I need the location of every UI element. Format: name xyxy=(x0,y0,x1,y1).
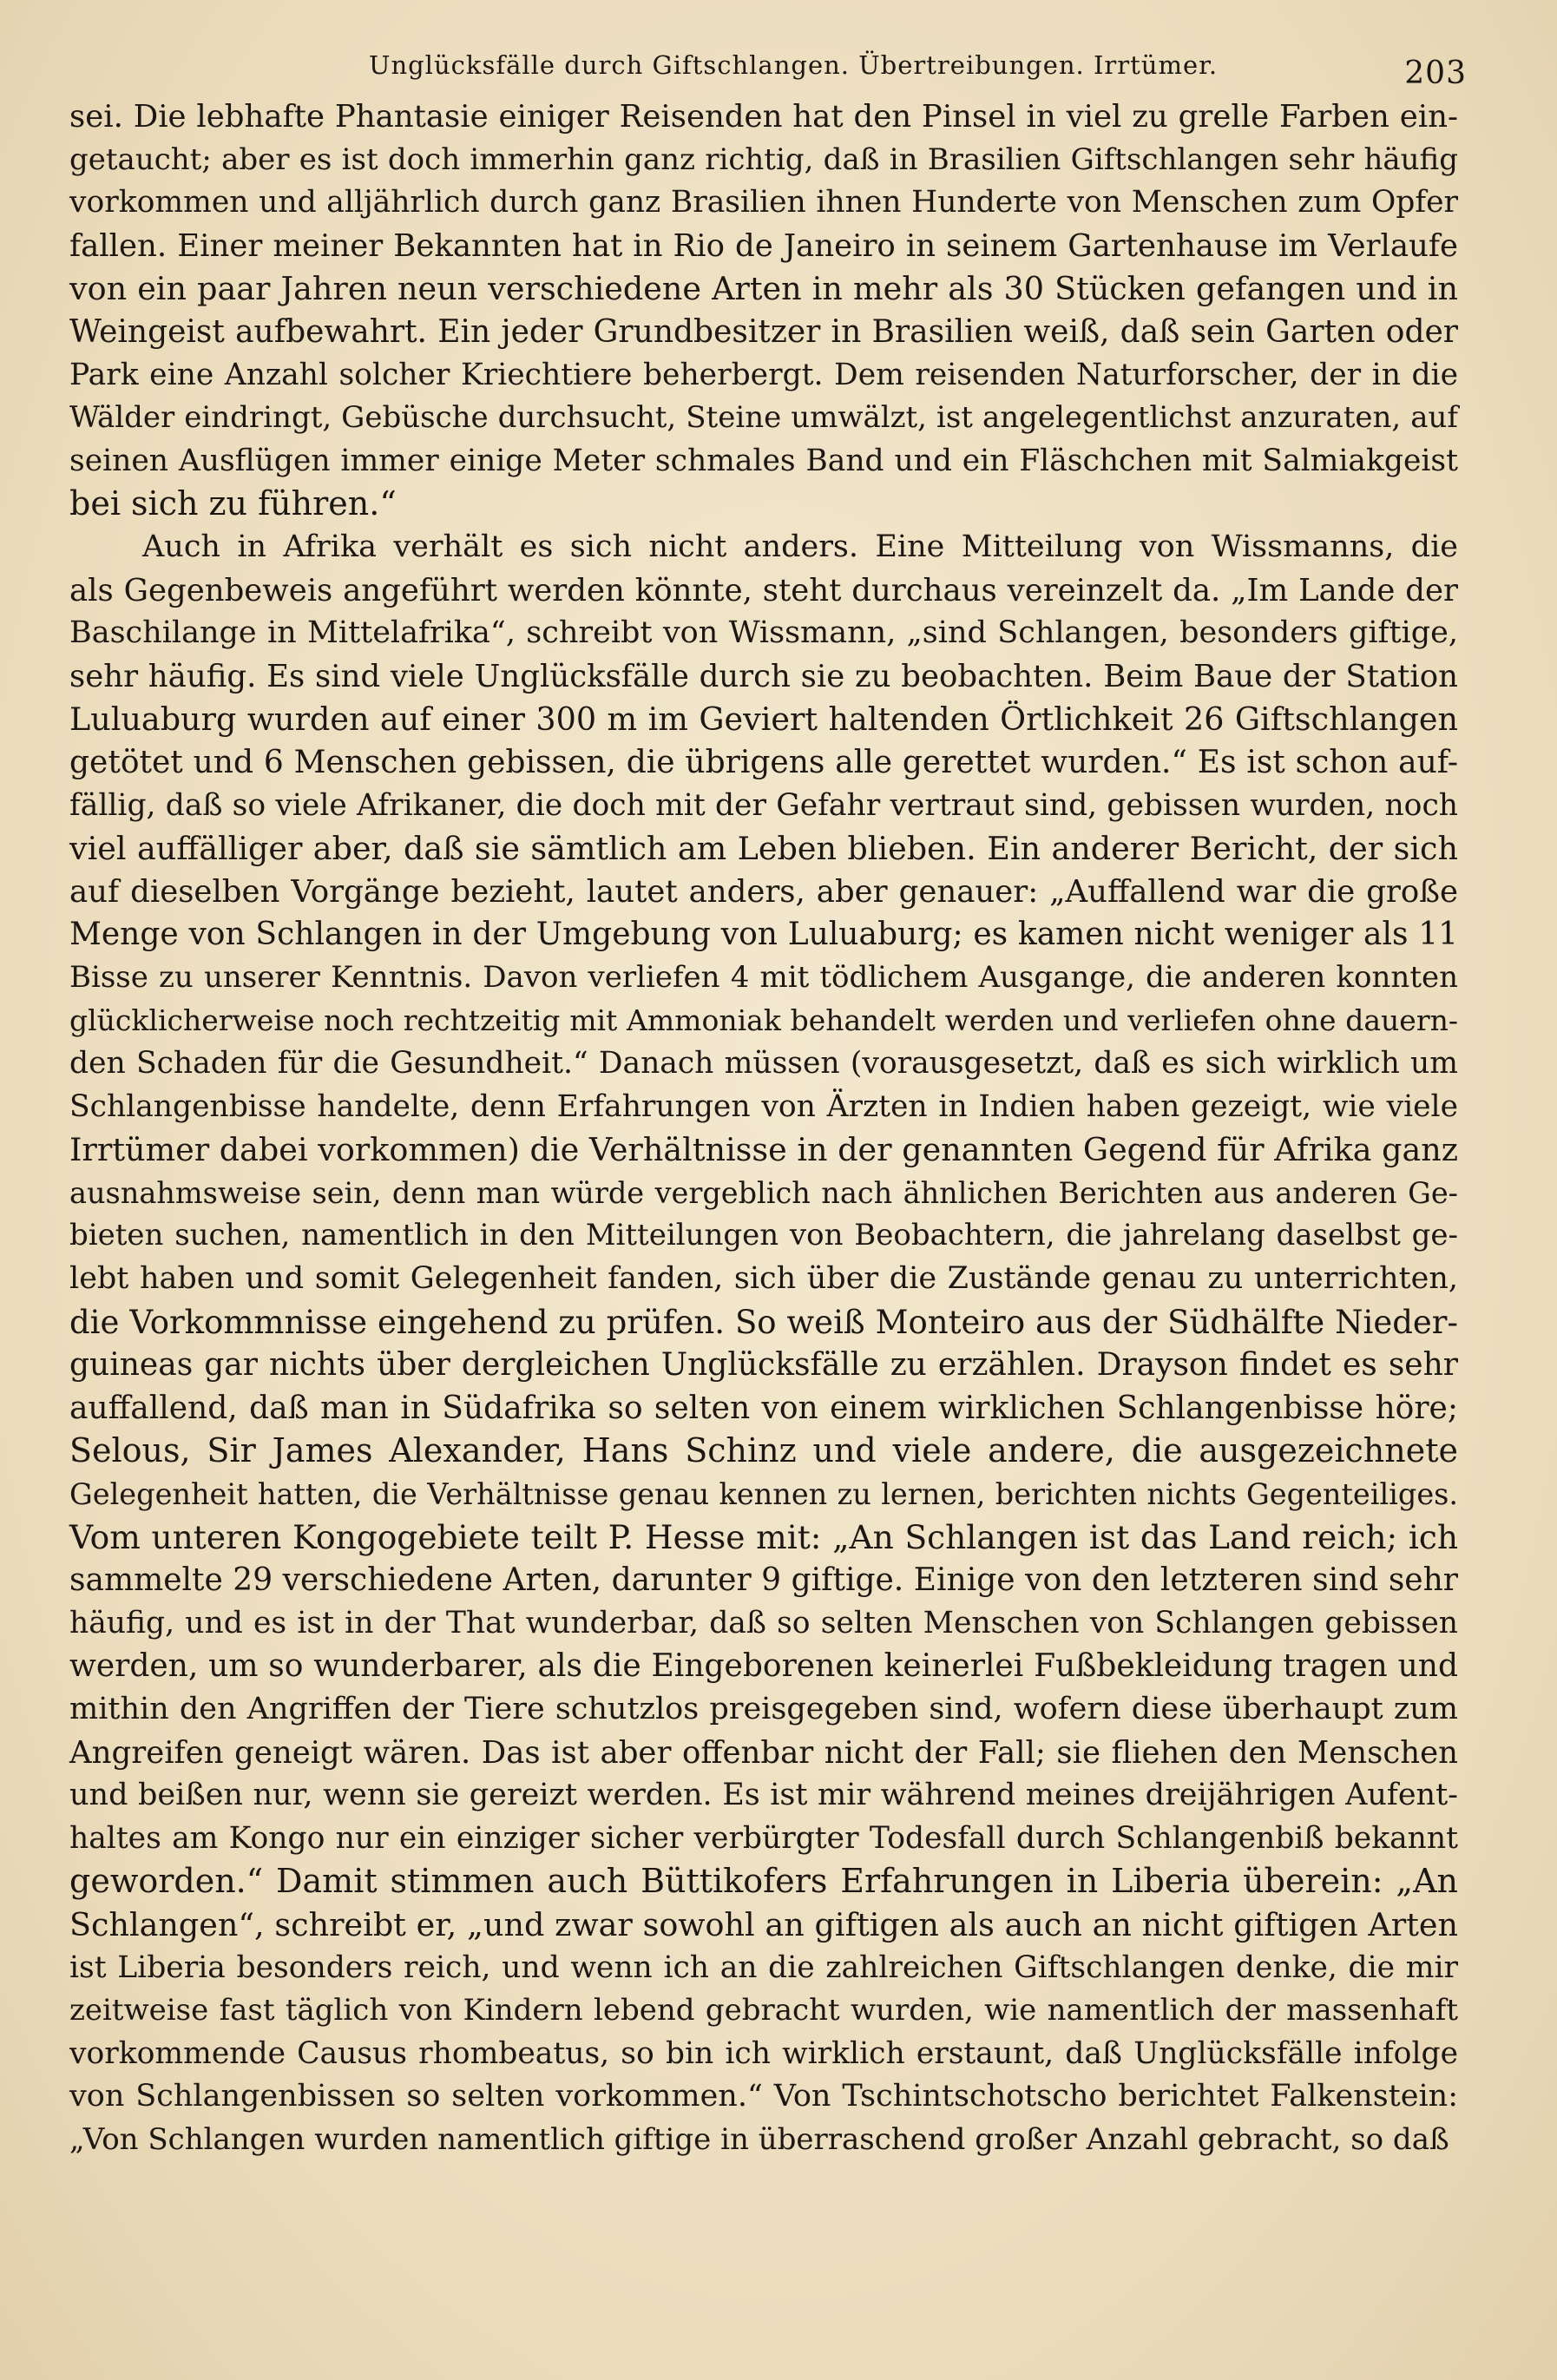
text-line: Baschilange in Mittelafrika“, schreibt von Wissmann, „sind Schlangen, besonders giftige, xyxy=(69,615,1458,651)
text-line: Park eine Anzahl solcher Kriechtiere beherbergt. Dem reisenden Naturforscher, der in die xyxy=(69,357,1458,392)
text-line: von ein paar Jahren neun verschiedene Arten in mehr als 30 Stücken gefangen und in xyxy=(69,270,1458,308)
text-line: lebt haben und somit Gelegenheit fanden, sich über die Zustände genau zu unterrichten, xyxy=(69,1261,1458,1297)
text-line: auffallend, daß man in Südafrika so selten von einem wirklichen Schlangenbisse höre; xyxy=(69,1390,1458,1426)
text-line: Schlangen“, schreibt er, „und zwar sowohl an giftigen als auch an nicht giftigen Arten xyxy=(69,1905,1458,1943)
text-line: fallen. Einer meiner Bekannten hat in Rio de Janeiro in seinem Gartenhause im Verlaufe xyxy=(69,227,1458,264)
text-line: Angreifen geneigt wären. Das ist aber offenbar nicht der Fall; sie fliehen den Menschen xyxy=(69,1734,1458,1771)
text-line: viel auffälliger aber, daß sie sämtlich am Leben blieben. Ein anderer Bericht, der sich xyxy=(69,830,1458,868)
paragraph-2 xyxy=(69,526,1458,2162)
running-head xyxy=(69,43,1467,95)
text-line: die Vorkommnisse eingehend zu prüfen. So weiß Monteiro aus der Südhälfte Nieder- xyxy=(69,1303,1458,1341)
text-line: vorkommende Causus rhombeatus, so bin ich wirklich erstaunt, daß Unglücksfälle infolge xyxy=(69,2035,1458,2071)
page-number: 203 xyxy=(1404,56,1467,91)
text-line: fällig, daß so viele Afrikaner, die doch mit der Gefahr vertraut sind, gebissen wurden, noch xyxy=(69,787,1458,823)
paragraph-1 xyxy=(69,95,1458,526)
text-line: bieten suchen, namentlich in den Mitteilungen von Beobachtern, die jahrelang daselbst ge- xyxy=(69,1218,1458,1253)
text-line: getötet und 6 Menschen gebissen, die übrigens alle gerettet wurden.“ Es ist schon auf- xyxy=(69,744,1458,780)
text-line: Gelegenheit hatten, die Verhältnisse genau kennen zu lernen, berichten nichts Gegenteiliges. xyxy=(69,1477,1458,1511)
text-line: und beißen nur, wenn sie gereizt werden. Es ist mir während meines dreijährigen Aufent- xyxy=(69,1778,1458,1813)
text-line: seinen Ausflügen immer einige Meter schmales Band und ein Fläschchen mit Salmiakgeist xyxy=(69,443,1458,478)
text-line: sei. Die lebhafte Phantasie einiger Reisenden hat den Pinsel in viel zu grelle Farben ein- xyxy=(69,99,1458,135)
text-line: getaucht; aber es ist doch immerhin ganz richtig, daß in Brasilien Giftschlangen sehr häufig xyxy=(69,141,1458,177)
text-line: vorkommen und alljährlich durch ganz Brasilien ihnen Hunderte von Menschen zum Opfer xyxy=(69,185,1458,220)
text-line: auf dieselben Vorgänge bezieht, lautet anders, aber genauer: „Auffallend war die große xyxy=(69,873,1458,910)
text-line: häufig, und es ist in der That wunderbar, daß so selten Menschen von Schlangen gebissen xyxy=(69,1605,1458,1640)
text-line: bei sich zu führen.“ xyxy=(69,484,397,523)
text-line: sehr häufig. Es sind viele Unglücksfälle durch sie zu beobachten. Beim Baue der Station xyxy=(69,658,1458,694)
text-line: von Schlangenbissen so selten vorkommen.“ Von Tschintschotscho berichtet Falkenstein: xyxy=(69,2079,1458,2114)
text-line: als Gegenbeweis angeführt werden könnte, steht durchaus vereinzelt da. „Im Lande der xyxy=(69,572,1458,608)
text-line: geworden.“ Damit stimmen auch Büttikofers Erfahrungen in Liberia überein: „An xyxy=(69,1862,1458,1901)
text-line: Bisse zu unserer Kenntnis. Davon verliefen 4 mit tödlichem Ausgange, die anderen konnten xyxy=(69,959,1458,995)
text-line: Irrtümer dabei vorkommen) die Verhältnisse in der genannten Gegend für Afrika ganz xyxy=(69,1131,1458,1169)
text-line: guineas gar nichts über dergleichen Unglücksfälle zu erzählen. Drayson findet es sehr xyxy=(69,1347,1458,1384)
text-line: glücklicherweise noch rechtzeitig mit Ammoniak behandelt werden und verliefen ohne dauern- xyxy=(69,1003,1458,1038)
text-line: Auch in Afrika verhält es sich nicht anders. Eine Mitteilung von Wissmanns, die xyxy=(142,529,1458,564)
text-line: zeitweise fast täglich von Kindern lebend gebracht wurden, wie namentlich der massenhaft xyxy=(69,1993,1458,2028)
text-line: ist Liberia besonders reich, und wenn ich an die zahlreichen Giftschlangen denke, die mir xyxy=(69,1949,1458,1985)
text-line: ausnahmsweise sein, denn man würde vergeblich nach ähnlichen Berichten aus anderen Ge- xyxy=(69,1175,1458,1210)
text-line: den Schaden für die Gesundheit.“ Danach müssen (vorausgesetzt, daß es sich wirklich um xyxy=(69,1046,1458,1082)
text-line: Vom unteren Kongogebiete teilt P. Hesse mit: „An Schlangen ist das Land reich; ich xyxy=(69,1517,1458,1556)
text-line: sammelte 29 verschiedene Arten, darunter 9 giftige. Einige von den letzteren sind sehr xyxy=(69,1562,1458,1599)
text-line: haltes am Kongo nur ein einziger sicher verbürgter Todesfall durch Schlangenbiß bekannt xyxy=(69,1820,1458,1856)
text-line: Weingeist aufbewahrt. Ein jeder Grundbesitzer in Brasilien weiß, daß sein Garten oder xyxy=(69,313,1458,350)
text-line: Selous, Sir James Alexander, Hans Schinz und viele andere, die ausgezeichnete xyxy=(69,1431,1458,1470)
book-page xyxy=(69,43,1467,2162)
text-line: Luluaburg wurden auf einer 300 m im Geviert haltenden Örtlichkeit 26 Giftschlangen xyxy=(69,700,1458,739)
text-line: mithin den Angriffen der Tiere schutzlos preisgegeben sind, wofern diese überhaupt zum xyxy=(69,1691,1458,1726)
text-line: Wälder eindringt, Gebüsche durchsucht, Steine umwälzt, ist angelegentlichst anzuraten, auf xyxy=(69,400,1458,436)
text-line: werden, um so wunderbarer, als die Eingeborenen keinerlei Fußbekleidung tragen und xyxy=(69,1648,1458,1685)
running-title: Unglücksfälle durch Giftschlangen. Übertreibungen. Irrtümer. xyxy=(369,50,1219,80)
text-line: Menge von Schlangen in der Umgebung von Luluaburg; es kamen nicht weniger als 11 xyxy=(69,917,1458,953)
text-line: „Von Schlangen wurden namentlich giftige in überraschend großer Anzahl gebracht, so daß xyxy=(69,2121,1449,2157)
text-line: Schlangenbisse handelte, denn Erfahrungen von Ärzten in Indien haben gezeigt, wie viele xyxy=(69,1088,1458,1124)
